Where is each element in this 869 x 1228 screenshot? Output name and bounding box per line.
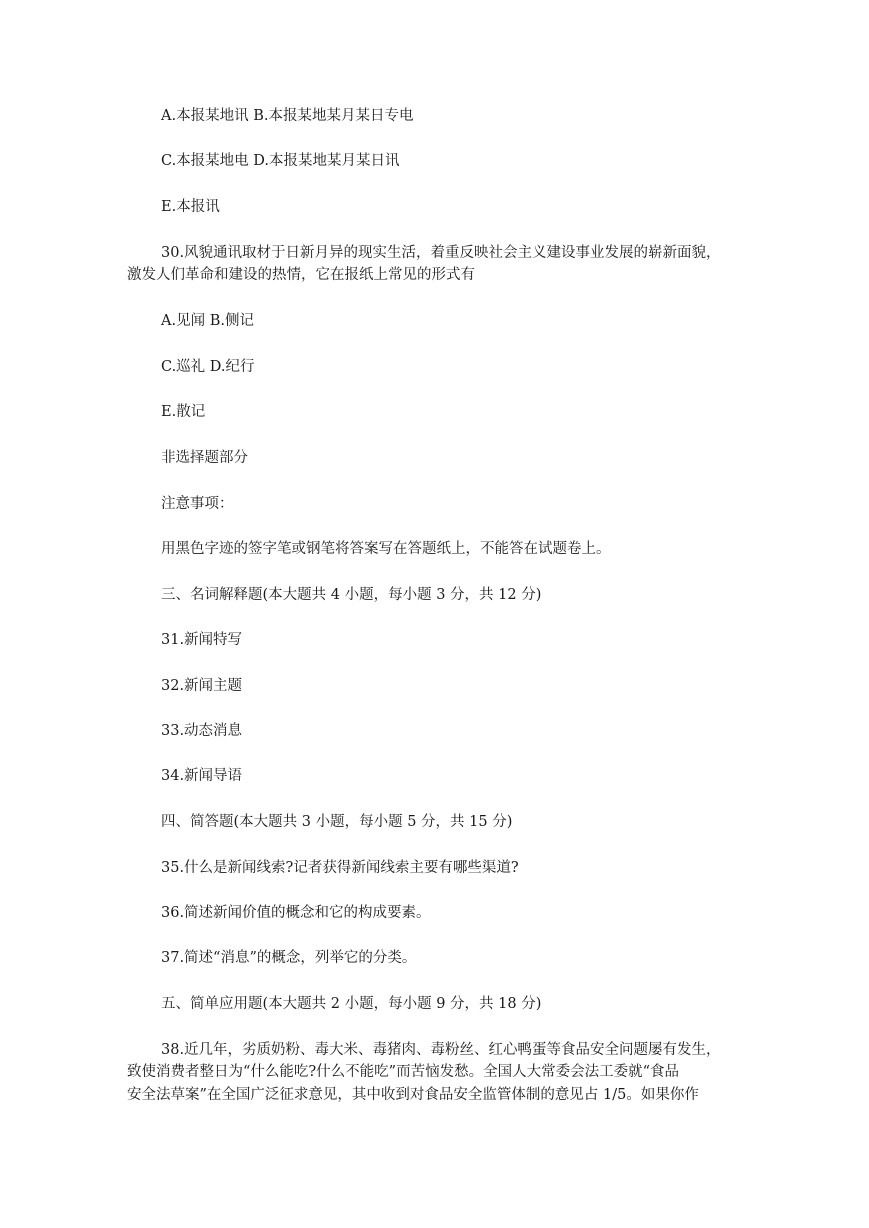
question-31: 31.新闻特写 <box>161 632 243 648</box>
section-heading-4: 四、简答题(本大题共 3 小题，每小题 5 分，共 15 分) <box>161 814 513 830</box>
question-37: 37.简述“消息”的概念，列举它的分类。 <box>161 950 417 966</box>
q29-options-cd: C.本报某地电 D.本报某地某月某日讯 <box>161 153 400 169</box>
section-heading-5: 五、简单应用题(本大题共 2 小题，每小题 9 分，共 18 分) <box>161 996 542 1012</box>
q38-line1: 38.近几年，劣质奶粉、毒大米、毒猪肉、毒粉丝、红心鸭蛋等食品安全问题屡有发生， <box>161 1042 721 1058</box>
q30-stem-line1: 30.风貌通讯取材于日新月异的现实生活，着重反映社会主义建设事业发展的崭新面貌， <box>161 245 721 261</box>
section-heading-3: 三、名词解释题(本大题共 4 小题，每小题 3 分，共 12 分) <box>161 587 542 603</box>
section-heading-non-choice: 非选择题部分 <box>161 450 248 466</box>
q38-line2: 致使消费者整日为“什么能吃?什么不能吃”而苦恼发愁。全国人大常委会法工委就“食品 <box>127 1064 680 1080</box>
notice-text: 用黑色字迹的签字笔或钢笔将答案写在答题纸上，不能答在试题卷上。 <box>161 541 611 557</box>
question-35: 35.什么是新闻线索?记者获得新闻线索主要有哪些渠道? <box>161 860 519 876</box>
question-33: 33.动态消息 <box>161 723 243 739</box>
q29-option-e: E.本报讯 <box>161 199 220 215</box>
notice-heading: 注意事项： <box>161 496 234 512</box>
q30-stem-line2: 激发人们革命和建设的热情，它在报纸上常见的形式有 <box>127 267 475 283</box>
q30-option-e: E.散记 <box>161 404 206 420</box>
q30-options-cd: C.巡礼 D.纪行 <box>161 359 255 375</box>
q30-options-ab: A.见闻 B.侧记 <box>161 313 254 329</box>
q38-line3: 安全法草案”在全国广泛征求意见，其中收到对食品安全监管体制的意见占 1/5。如果你作 <box>127 1087 699 1103</box>
question-36: 36.简述新闻价值的概念和它的构成要素。 <box>161 905 431 921</box>
question-34: 34.新闻导语 <box>161 768 243 784</box>
q29-options-ab: A.本报某地讯 B.本报某地某月某日专电 <box>161 108 414 124</box>
question-32: 32.新闻主题 <box>161 678 243 694</box>
